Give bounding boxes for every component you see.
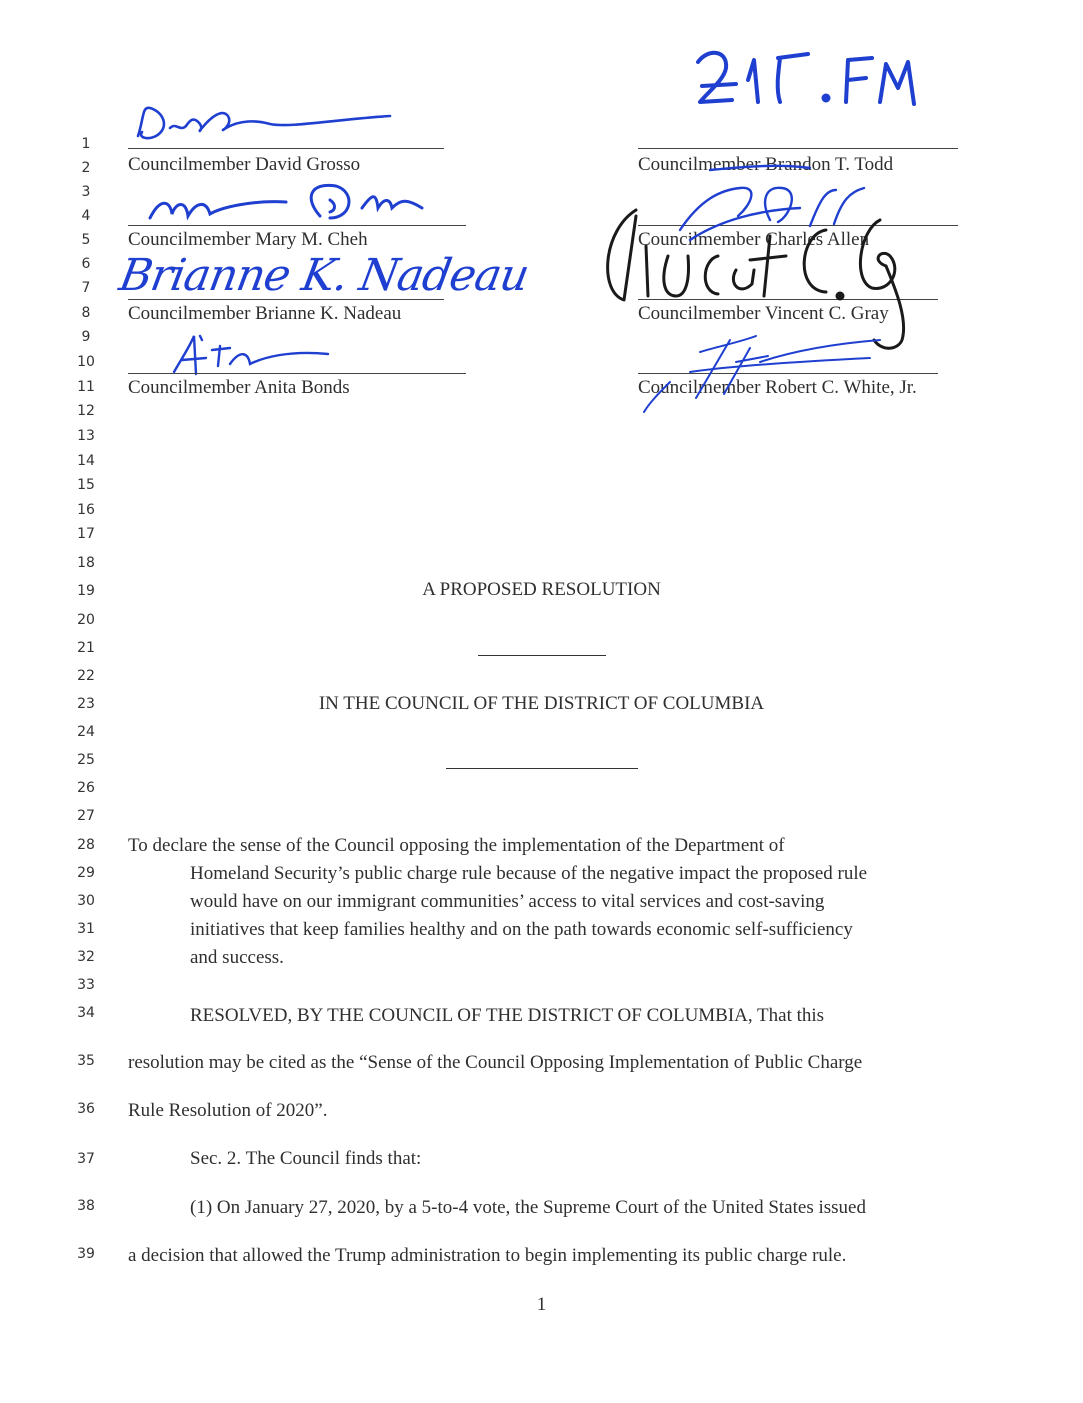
signature-line xyxy=(128,148,444,149)
line-number: 25 xyxy=(77,752,95,768)
line-number: 17 xyxy=(77,526,95,542)
signature-nadeau: Brianne K. Nadeau xyxy=(115,250,533,301)
body-line: resolution may be cited as the “Sense of the Council Opposing Implementation of Public Charge xyxy=(128,1052,863,1073)
line-number: 38 xyxy=(77,1198,95,1214)
council-heading: IN THE COUNCIL OF THE DISTRICT OF COLUMBIA xyxy=(318,693,765,714)
page-number: 1 xyxy=(536,1294,547,1315)
line-number: 19 xyxy=(77,583,95,599)
line-number: 28 xyxy=(77,837,95,853)
line-number: 6 xyxy=(81,256,91,272)
line-number: 21 xyxy=(77,640,95,656)
resolution-heading: A PROPOSED RESOLUTION xyxy=(422,579,661,600)
sponsor-name: Councilmember Brianne K. Nadeau xyxy=(128,303,402,324)
sponsor-name: Councilmember Robert C. White, Jr. xyxy=(638,377,917,398)
line-number: 4 xyxy=(81,208,91,224)
divider xyxy=(446,768,638,769)
line-number: 24 xyxy=(77,724,95,740)
line-number: 12 xyxy=(77,403,95,419)
signature-white xyxy=(640,322,900,414)
line-number: 22 xyxy=(77,668,95,684)
body-line: Rule Resolution of 2020”. xyxy=(128,1100,328,1121)
sponsor-name: Councilmember Vincent C. Gray xyxy=(638,303,889,324)
purpose-line: initiatives that keep families healthy and on the path towards economic self-sufficiency xyxy=(190,919,853,940)
line-number: 11 xyxy=(77,379,95,395)
line-number: 31 xyxy=(77,921,95,937)
line-number: 13 xyxy=(77,428,95,444)
line-number: 18 xyxy=(77,555,95,571)
handwritten-time-stamp xyxy=(688,40,928,120)
body-line: (1) On January 27, 2020, by a 5-to-4 vote, the Supreme Court of the United States issued xyxy=(190,1197,866,1218)
line-number: 14 xyxy=(77,453,95,469)
purpose-line: and success. xyxy=(190,947,284,968)
sponsor-name: Councilmember David Grosso xyxy=(128,154,361,175)
sponsor-name: Councilmember Mary M. Cheh xyxy=(128,229,368,250)
line-number: 5 xyxy=(81,232,91,248)
line-number: 16 xyxy=(77,502,95,518)
line-number: 33 xyxy=(77,977,95,993)
signature-grosso xyxy=(130,98,410,150)
signature-line xyxy=(128,373,466,374)
signature-line xyxy=(128,299,444,300)
line-number: 15 xyxy=(77,477,95,493)
line-number: 3 xyxy=(81,184,91,200)
sponsor-name: Councilmember Brandon T. Todd xyxy=(638,154,894,175)
line-number: 23 xyxy=(77,696,95,712)
line-number: 7 xyxy=(81,280,91,296)
line-number: 32 xyxy=(77,949,95,965)
purpose-line: To declare the sense of the Council opposing the implementation of the Department of xyxy=(128,835,785,856)
line-number: 37 xyxy=(77,1151,95,1167)
line-number: 2 xyxy=(81,160,91,176)
line-number: 26 xyxy=(77,780,95,796)
line-number: 1 xyxy=(81,136,91,152)
signature-line xyxy=(128,225,466,226)
line-number: 9 xyxy=(81,329,91,345)
line-number: 29 xyxy=(77,865,95,881)
body-line: a decision that allowed the Trump administration to begin implementing its public charge rule. xyxy=(128,1245,847,1266)
line-number: 20 xyxy=(77,612,95,628)
purpose-line: Homeland Security’s public charge rule because of the negative impact the proposed rule xyxy=(190,863,868,884)
sponsor-name: Councilmember Charles Allen xyxy=(638,229,870,250)
divider xyxy=(478,655,606,656)
body-line: Sec. 2. The Council finds that: xyxy=(190,1148,422,1169)
purpose-line: would have on our immigrant communities’ access to vital services and cost-saving xyxy=(190,891,825,912)
line-number: 27 xyxy=(77,808,95,824)
line-number: 34 xyxy=(77,1005,95,1021)
line-number: 30 xyxy=(77,893,95,909)
line-number: 10 xyxy=(77,354,95,370)
line-number: 8 xyxy=(81,305,91,321)
body-line: RESOLVED, BY THE COUNCIL OF THE DISTRICT OF COLUMBIA, That this xyxy=(190,1005,825,1026)
signature-line xyxy=(638,148,958,149)
line-number: 39 xyxy=(77,1246,95,1262)
line-number: 35 xyxy=(77,1053,95,1069)
sponsor-name: Councilmember Anita Bonds xyxy=(128,377,350,398)
line-number: 36 xyxy=(77,1101,95,1117)
